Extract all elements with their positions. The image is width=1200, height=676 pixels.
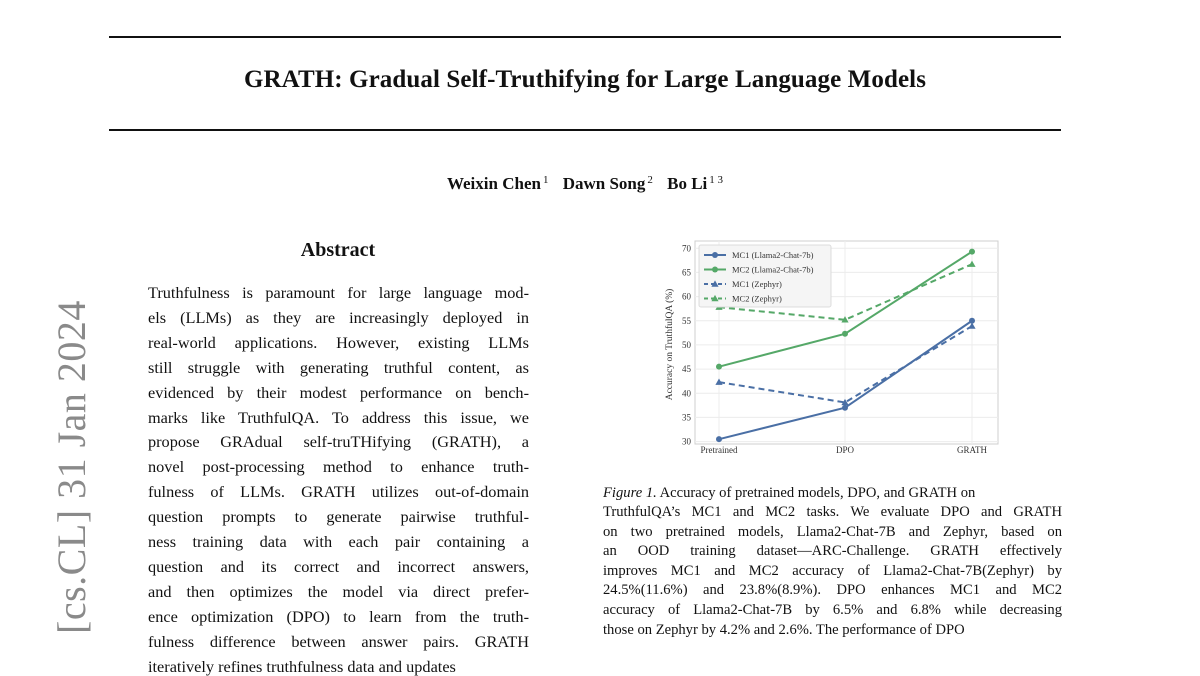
- x-tick-label: Pretrained: [700, 445, 738, 455]
- legend-label: MC2 (Llama2-Chat-7b): [732, 264, 814, 275]
- abstract-heading: Abstract: [300, 239, 376, 261]
- caption-line: TruthfulQA’s MC1 and MC2 tasks. We evaluate DPO and GRATH: [603, 504, 1062, 520]
- x-tick-label: GRATH: [956, 445, 988, 455]
- abstract-line: question and its correct and incorrect answers,: [148, 556, 529, 576]
- data-point: [969, 249, 975, 255]
- y-tick-label: 50: [682, 339, 691, 350]
- y-axis-label: Accuracy on TruthfulQA (%): [665, 288, 675, 401]
- author: Bo Li $^{1 3}$: [667, 174, 724, 193]
- author: Weixin Chen $^1$: [446, 174, 549, 193]
- caption-line: those on Zephyr by 4.2% and 2.6%. The performance of DPO: [603, 621, 965, 638]
- abstract-line: fulness of LLMs. GRATH utilizes out-of-domain: [148, 482, 529, 502]
- caption-line: 24.5%(11.6%) and 23.8%(8.9%). DPO enhances MC1 and MC2: [603, 582, 1062, 599]
- abstract-line: propose GRAdual self-truTHifying (GRATH), a: [148, 432, 529, 452]
- abstract-line: Truthfulness is paramount for large language mod-: [148, 283, 529, 302]
- legend-marker: [712, 267, 718, 273]
- figure-label: Figure 1.: [603, 485, 657, 501]
- legend-marker: [712, 252, 718, 258]
- data-point: [842, 331, 848, 337]
- legend-label: MC1 (Llama2-Chat-7b): [732, 250, 814, 260]
- abstract-line: iteratively refines truthfulness data and updates: [148, 656, 456, 676]
- abstract-line: real-world applications. However, existing LLMs: [148, 332, 529, 352]
- figure-1: [655, 236, 1005, 463]
- y-tick-label: 30: [682, 436, 691, 447]
- x-tick-label: DPO: [835, 445, 855, 455]
- y-tick-label: 45: [682, 364, 691, 375]
- data-point: [842, 405, 848, 411]
- caption-line: Figure 1. Accuracy of pretrained models, DPO, and GRATH on: [603, 485, 976, 501]
- legend-label: MC2 (Zephyr): [732, 293, 782, 304]
- y-tick-label: 40: [682, 388, 691, 399]
- y-tick-label: 55: [682, 315, 691, 326]
- y-tick-label: 60: [682, 291, 691, 302]
- author-list: [0, 174, 1170, 194]
- abstract-line: els (LLMs) as they are increasingly deployed in: [148, 307, 529, 327]
- paper-title: GRATH: Gradual Self-Truthifying for Large Language Models: [243, 66, 927, 93]
- abstract-line: question prompts to generate pairwise truthful-: [148, 507, 529, 527]
- abstract-line: novel post-processing method to enhance truth-: [148, 457, 529, 477]
- arxiv-stamp: [cs.CL] 31 Jan 2024: [49, 300, 94, 634]
- caption-line: improves MC1 and MC2 accuracy of Llama2-Chat-7B(Zephyr) by: [603, 562, 1062, 579]
- caption-line: accuracy of Llama2-Chat-7B by 6.5% and 6.8% while decreasing: [603, 602, 1062, 618]
- abstract-line: evidenced by their modest performance on bench-: [148, 382, 529, 402]
- y-tick-label: 70: [682, 243, 691, 254]
- abstract-line: still struggle with generating truthful content, as: [148, 357, 529, 377]
- y-tick-label: 35: [682, 412, 691, 423]
- abstract-line: fulness difference between answer pairs. GRATH: [148, 631, 529, 651]
- data-point: [716, 364, 722, 370]
- y-tick-label: 65: [682, 267, 691, 278]
- abstract-line: ness training data with each pair containing a: [148, 532, 529, 551]
- accuracy-line-chart: [655, 236, 1005, 458]
- top-rule: [109, 36, 1061, 38]
- abstract-line: ence optimization (DPO) to learn from the truth-: [148, 606, 529, 626]
- legend-label: MC1 (Zephyr): [732, 279, 782, 289]
- abstract-line: and then optimizes the model via direct prefer-: [148, 581, 529, 601]
- data-point: [716, 436, 722, 442]
- author: Dawn Song $^2$: [562, 174, 653, 193]
- abstract-line: marks like TruthfulQA. To address this issue, we: [148, 407, 529, 427]
- caption-line: on two pretrained models, Llama2-Chat-7B and Zephyr, based on: [603, 523, 1062, 540]
- caption-line: an OOD training dataset—ARC-Challenge. GRATH effectively: [603, 543, 1062, 560]
- bottom-rule: [109, 129, 1061, 131]
